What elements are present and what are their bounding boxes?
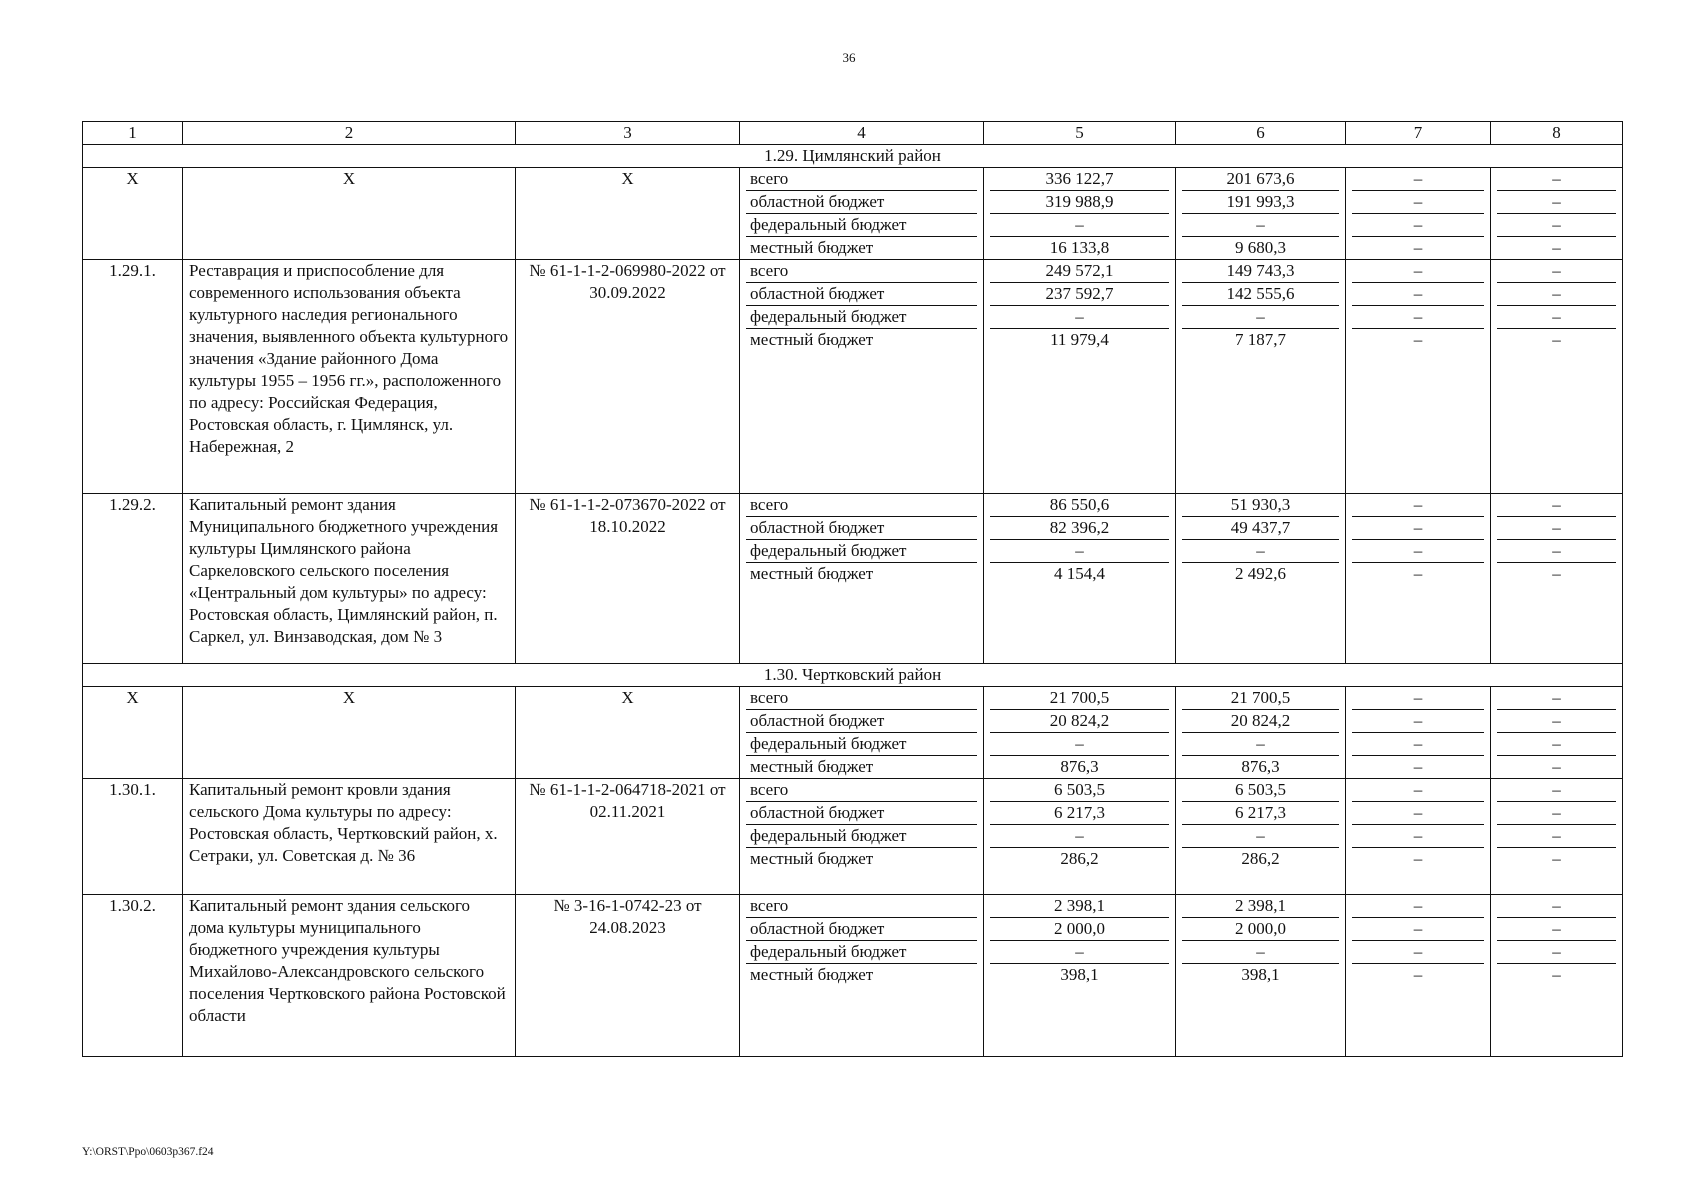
amount: – <box>1182 214 1339 237</box>
object-name: X <box>183 687 516 779</box>
amount: – <box>1497 779 1616 802</box>
amount: 201 673,6 <box>1182 168 1339 191</box>
amount: – <box>1182 306 1339 329</box>
amount: 86 550,6 <box>990 494 1169 517</box>
document-ref: № 61-1-1-2-073670-2022 от 18.10.2022 <box>516 494 740 664</box>
amount: – <box>1352 168 1484 191</box>
amount: – <box>1182 733 1339 756</box>
amount: – <box>1552 330 1561 349</box>
document-ref: № 61-1-1-2-064718-2021 от 02.11.2021 <box>516 779 740 895</box>
amount: – <box>990 540 1169 563</box>
funding-table <box>82 121 1623 1057</box>
funding-sources <box>740 168 984 260</box>
amount: – <box>1552 238 1561 257</box>
amount: – <box>1552 757 1561 776</box>
amount: – <box>990 825 1169 848</box>
amount: – <box>1552 564 1561 583</box>
value-cell-col6 <box>1176 168 1346 260</box>
amount: – <box>1352 283 1484 306</box>
amount: 876,3 <box>1060 757 1099 776</box>
value-cell-col5 <box>984 687 1176 779</box>
header-cell: 3 <box>516 122 740 145</box>
amount: – <box>1352 918 1484 941</box>
amount: – <box>990 306 1169 329</box>
value-cell-col8 <box>1491 779 1623 895</box>
funding-sources <box>740 779 984 895</box>
funding-sources <box>740 494 984 664</box>
funding-source-label: местный бюджет <box>750 330 874 349</box>
value-cell-col7 <box>1346 895 1491 1057</box>
item-row <box>83 779 1623 895</box>
summary-row <box>83 168 1623 260</box>
funding-source-label: федеральный бюджет <box>746 540 977 563</box>
amount: 319 988,9 <box>990 191 1169 214</box>
object-name: Капитальный ремонт здания Муниципального бюджетного учреждения культуры Цимлянского района Саркеловского сельского поселения «Центральный дом культуры» по адресу: Ростовская область, Цимлянский район, п. Саркел, ул. Винзаводская, дом № 3 <box>183 494 516 664</box>
amount: – <box>1352 687 1484 710</box>
section-title: 1.29. Цимлянский район <box>83 145 1623 168</box>
funding-source-label: федеральный бюджет <box>746 214 977 237</box>
row-number: 1.29.1. <box>83 260 183 494</box>
amount: – <box>1497 802 1616 825</box>
funding-source-label: местный бюджет <box>750 965 874 984</box>
amount: – <box>1497 733 1616 756</box>
funding-sources <box>740 687 984 779</box>
value-cell-col8 <box>1491 168 1623 260</box>
amount: 142 555,6 <box>1182 283 1339 306</box>
amount: – <box>1352 494 1484 517</box>
funding-source-label: местный бюджет <box>750 849 874 868</box>
funding-source-label: федеральный бюджет <box>746 941 977 964</box>
amount: – <box>1497 687 1616 710</box>
amount: 51 930,3 <box>1182 494 1339 517</box>
funding-source-label: областной бюджет <box>746 710 977 733</box>
amount: – <box>1497 540 1616 563</box>
amount: 9 680,3 <box>1235 238 1286 257</box>
amount: – <box>1182 540 1339 563</box>
row-number: 1.29.2. <box>83 494 183 664</box>
amount: 49 437,7 <box>1182 517 1339 540</box>
amount: 2 398,1 <box>1182 895 1339 918</box>
amount: 11 979,4 <box>1050 330 1109 349</box>
amount: 82 396,2 <box>990 517 1169 540</box>
page-number: 36 <box>842 50 856 65</box>
amount: 6 217,3 <box>1182 802 1339 825</box>
header-cell: 2 <box>183 122 516 145</box>
item-row <box>83 895 1623 1057</box>
amount: – <box>1352 260 1484 283</box>
amount: – <box>1352 941 1484 964</box>
amount: – <box>1497 941 1616 964</box>
value-cell-col5 <box>984 494 1176 664</box>
value-cell-col6 <box>1176 260 1346 494</box>
amount: 336 122,7 <box>990 168 1169 191</box>
object-name: Капитальный ремонт кровли здания сельского Дома культуры по адресу: Ростовская область, Чертковский район, х. Сетраки, ул. Советская д. № 36 <box>183 779 516 895</box>
amount: 398,1 <box>1060 965 1099 984</box>
amount: 2 000,0 <box>990 918 1169 941</box>
value-cell-col8 <box>1491 260 1623 494</box>
header-cell: 6 <box>1176 122 1346 145</box>
funding-source-label: областной бюджет <box>746 918 977 941</box>
value-cell-col5 <box>984 260 1176 494</box>
amount: 6 503,5 <box>1182 779 1339 802</box>
amount: – <box>1413 757 1423 776</box>
amount: 16 133,8 <box>1049 238 1110 257</box>
funding-source-label: областной бюджет <box>746 517 977 540</box>
amount: – <box>1413 849 1423 868</box>
amount: – <box>1182 941 1339 964</box>
amount: – <box>1497 517 1616 540</box>
amount: – <box>1352 710 1484 733</box>
amount: 20 824,2 <box>1182 710 1339 733</box>
row-number: 1.30.2. <box>83 895 183 1057</box>
amount: – <box>1497 191 1616 214</box>
funding-sources <box>740 895 984 1057</box>
amount: 4 154,4 <box>1054 564 1105 583</box>
funding-source-label: местный бюджет <box>750 564 874 583</box>
amount: – <box>1352 825 1484 848</box>
amount: – <box>1352 191 1484 214</box>
amount: 2 000,0 <box>1182 918 1339 941</box>
funding-source-label: всего <box>746 260 977 283</box>
section-title-row <box>83 145 1623 168</box>
amount: – <box>1352 214 1484 237</box>
summary-row <box>83 687 1623 779</box>
value-cell-col6 <box>1176 779 1346 895</box>
value-cell-col7 <box>1346 168 1491 260</box>
header-cell: 4 <box>740 122 984 145</box>
value-cell-col5 <box>984 168 1176 260</box>
document-ref: № 3-16-1-0742-23 от 24.08.2023 <box>516 895 740 1057</box>
funding-source-label: местный бюджет <box>750 238 874 257</box>
value-cell-col6 <box>1176 687 1346 779</box>
value-cell-col7 <box>1346 779 1491 895</box>
row-number: 1.30.1. <box>83 779 183 895</box>
amount: – <box>1352 779 1484 802</box>
funding-source-label: всего <box>746 168 977 191</box>
funding-source-label: федеральный бюджет <box>746 306 977 329</box>
amount: – <box>1352 895 1484 918</box>
amount: – <box>1352 306 1484 329</box>
amount: – <box>1497 168 1616 191</box>
amount: – <box>1413 564 1423 583</box>
value-cell-col8 <box>1491 687 1623 779</box>
amount: – <box>1552 849 1561 868</box>
document-ref: X <box>516 687 740 779</box>
funding-source-label: областной бюджет <box>746 283 977 306</box>
amount: 21 700,5 <box>990 687 1169 710</box>
amount: – <box>1497 895 1616 918</box>
object-name: X <box>183 168 516 260</box>
row-number: X <box>83 687 183 779</box>
amount: – <box>1497 306 1616 329</box>
value-cell-col7 <box>1346 260 1491 494</box>
value-cell-col5 <box>984 779 1176 895</box>
object-name: Реставрация и приспособление для современного использования объекта культурного наследия регионального значения, выявленного объекта культурного значения «Здание районного Дома культуры 1955 – 1956 гг.», расположенного по адресу: Российская Федерация, Ростовская область, г. Цимлянск, ул. Набережная, 2 <box>183 260 516 494</box>
amount: – <box>1413 238 1423 257</box>
amount: – <box>1497 260 1616 283</box>
header-cell: 5 <box>984 122 1176 145</box>
amount: – <box>1413 330 1423 349</box>
amount: 398,1 <box>1241 965 1280 984</box>
amount: 876,3 <box>1241 757 1280 776</box>
funding-source-label: областной бюджет <box>746 191 977 214</box>
amount: – <box>1352 802 1484 825</box>
amount: 286,2 <box>1060 849 1099 868</box>
value-cell-col8 <box>1491 494 1623 664</box>
value-cell-col6 <box>1176 494 1346 664</box>
amount: 21 700,5 <box>1182 687 1339 710</box>
header-cell: 7 <box>1346 122 1491 145</box>
funding-source-label: федеральный бюджет <box>746 733 977 756</box>
funding-source-label: всего <box>746 494 977 517</box>
value-cell-col5 <box>984 895 1176 1057</box>
item-row <box>83 494 1623 664</box>
amount: 249 572,1 <box>990 260 1169 283</box>
value-cell-col6 <box>1176 895 1346 1057</box>
amount: – <box>990 941 1169 964</box>
amount: – <box>1182 825 1339 848</box>
funding-source-label: всего <box>746 687 977 710</box>
header-cell: 1 <box>83 122 183 145</box>
amount: – <box>1352 517 1484 540</box>
amount: 149 743,3 <box>1182 260 1339 283</box>
amount: – <box>1497 494 1616 517</box>
amount: 6 503,5 <box>990 779 1169 802</box>
header-cell: 8 <box>1491 122 1623 145</box>
funding-source-label: местный бюджет <box>750 757 874 776</box>
section-title-row <box>83 664 1623 687</box>
funding-sources <box>740 260 984 494</box>
row-number: X <box>83 168 183 260</box>
amount: – <box>1413 965 1423 984</box>
amount: – <box>1352 540 1484 563</box>
amount: 2 398,1 <box>990 895 1169 918</box>
amount: – <box>990 214 1169 237</box>
funding-source-label: всего <box>746 779 977 802</box>
funding-source-label: областной бюджет <box>746 802 977 825</box>
amount: – <box>1552 965 1561 984</box>
document-ref: X <box>516 168 740 260</box>
footer-file-path: Y:\ORST\Ppo\0603p367.f24 <box>82 1146 214 1158</box>
amount: 191 993,3 <box>1182 191 1339 214</box>
amount: 20 824,2 <box>990 710 1169 733</box>
amount: – <box>1497 825 1616 848</box>
funding-source-label: всего <box>746 895 977 918</box>
document-ref: № 61-1-1-2-069980-2022 от 30.09.2022 <box>516 260 740 494</box>
amount: – <box>1497 918 1616 941</box>
amount: 7 187,7 <box>1235 330 1286 349</box>
amount: – <box>1497 710 1616 733</box>
funding-source-label: федеральный бюджет <box>746 825 977 848</box>
header-row <box>83 122 1623 145</box>
section-title: 1.30. Чертковский район <box>83 664 1623 687</box>
value-cell-col8 <box>1491 895 1623 1057</box>
item-row <box>83 260 1623 494</box>
amount: 286,2 <box>1241 849 1280 868</box>
amount: 2 492,6 <box>1235 564 1286 583</box>
amount: – <box>1497 214 1616 237</box>
object-name: Капитальный ремонт здания сельского дома культуры муниципального бюджетного учреждения культуры Михайлово-Александровского сельского поселения Чертковского района Ростовской области <box>183 895 516 1057</box>
amount: – <box>1352 733 1484 756</box>
value-cell-col7 <box>1346 687 1491 779</box>
amount: – <box>1497 283 1616 306</box>
value-cell-col7 <box>1346 494 1491 664</box>
amount: 6 217,3 <box>990 802 1169 825</box>
amount: 237 592,7 <box>990 283 1169 306</box>
amount: – <box>990 733 1169 756</box>
